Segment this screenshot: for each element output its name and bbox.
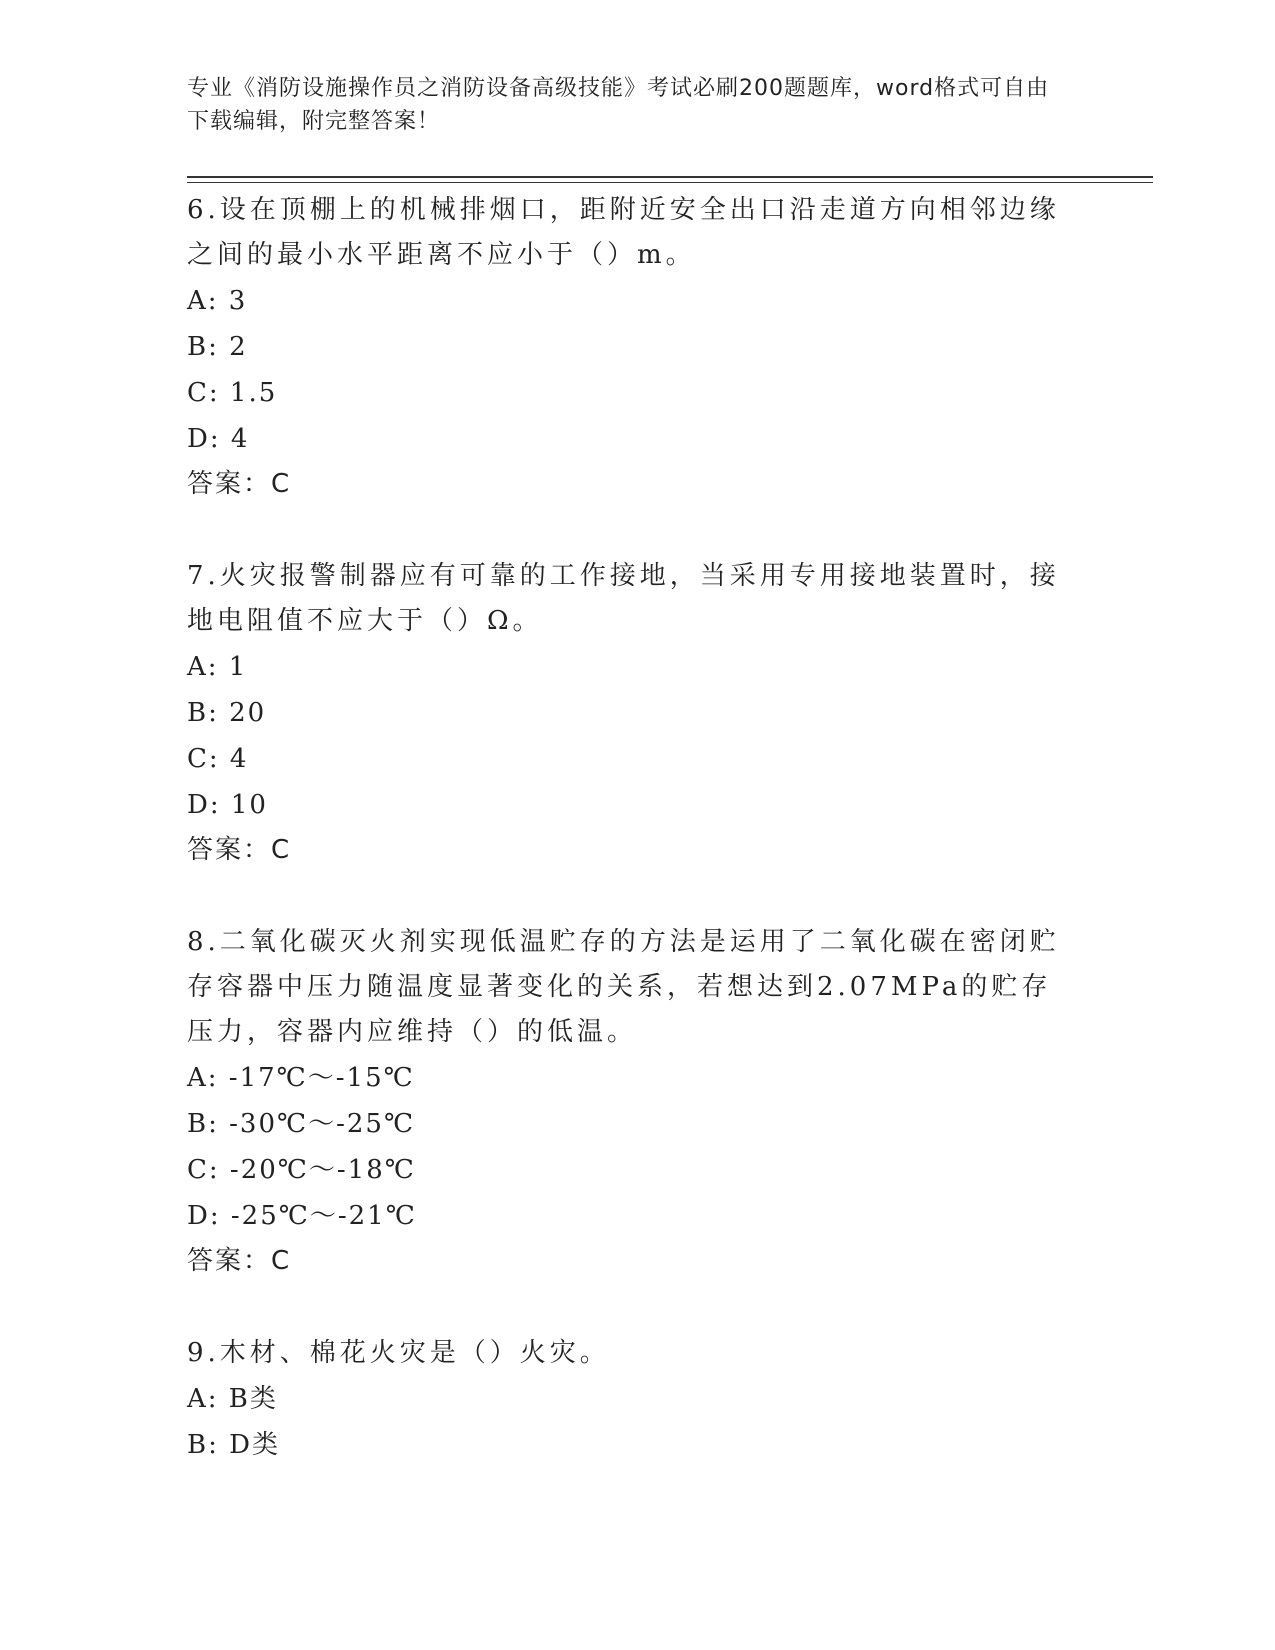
option-d: D: 4 xyxy=(187,424,250,454)
answer-line: 答案：C xyxy=(187,469,292,499)
option-d: D: 10 xyxy=(187,790,268,820)
question-stem: 8.二氧化碳灭火剂实现低温贮存的方法是运用了二氧化碳在密闭贮存容器中压力随温度显著变化的关系，若想达到2.07MPa的贮存压力，容器内应维持（）的低温。 xyxy=(187,927,1060,1047)
question-item xyxy=(187,1331,1067,1468)
option-a: A: B类 xyxy=(187,1384,278,1414)
question-stem: 6.设在顶棚上的机械排烟口，距附近安全出口沿走道方向相邻边缘之间的最小水平距离不应小于（）m。 xyxy=(187,195,1060,270)
option-a: A: 1 xyxy=(187,652,248,682)
option-a: A: 3 xyxy=(187,286,248,316)
answer-line: 答案：C xyxy=(187,835,292,865)
option-b: B: 20 xyxy=(187,698,267,728)
header-divider-thin xyxy=(187,182,1153,183)
option-c: C: 1.5 xyxy=(187,378,278,408)
document-header: 专业《消防设施操作员之消防设备高级技能》考试必刷200题题库，word格式可自由下载编辑，附完整答案！ xyxy=(187,76,1050,134)
question-item xyxy=(187,188,1067,506)
option-a: A: -17℃～-15℃ xyxy=(187,1063,415,1093)
option-b: B: D类 xyxy=(187,1430,280,1460)
option-b: B: -30℃～-25℃ xyxy=(187,1109,416,1139)
option-d: D: -25℃～-21℃ xyxy=(187,1201,417,1231)
question-stem: 7.火灾报警制器应有可靠的工作接地，当采用专用接地装置时，接地电阻值不应大于（）Ω。 xyxy=(187,561,1060,636)
option-b: B: 2 xyxy=(187,332,248,362)
option-c: C: -20℃～-18℃ xyxy=(187,1155,416,1185)
question-stem: 9.木材、棉花火灾是（）火灾。 xyxy=(187,1338,610,1368)
question-item xyxy=(187,554,1067,872)
question-item xyxy=(187,920,1067,1283)
answer-line: 答案：C xyxy=(187,1246,292,1276)
question-list xyxy=(187,188,1067,1468)
option-c: C: 4 xyxy=(187,744,249,774)
header-divider xyxy=(187,176,1153,178)
